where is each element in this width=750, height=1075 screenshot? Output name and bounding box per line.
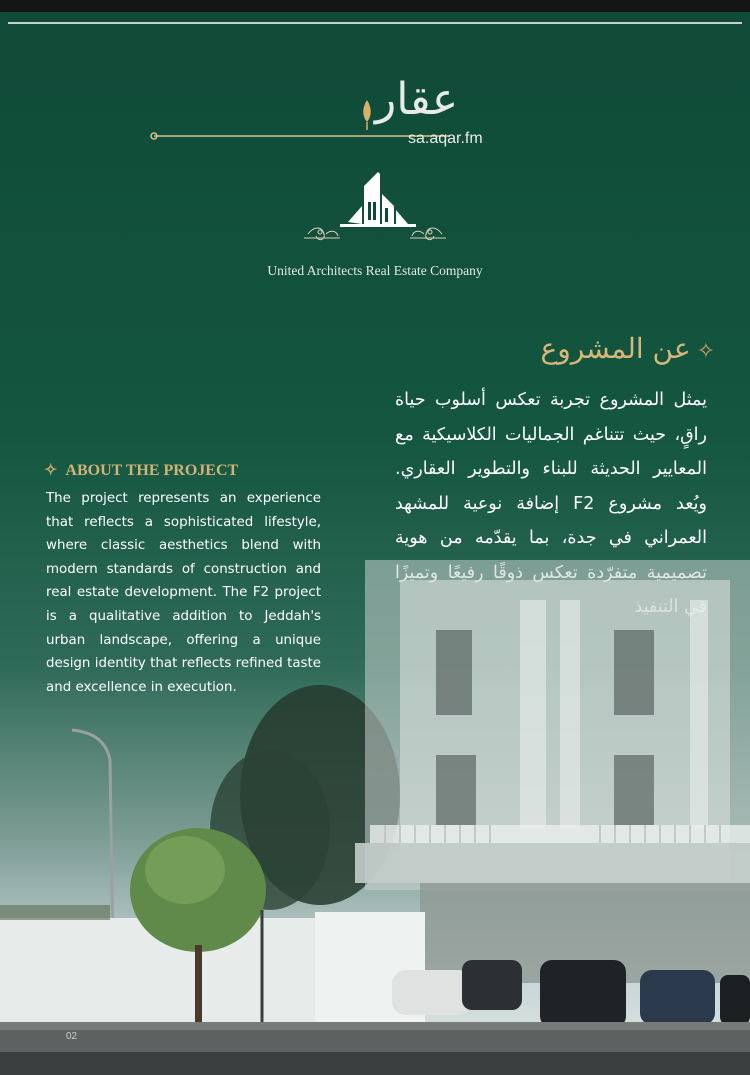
top-bar — [0, 0, 750, 12]
logo-arabic-text: عقار — [375, 74, 459, 125]
arabic-heading — [480, 332, 715, 365]
sparkle-icon: ✧ — [44, 462, 58, 479]
company-building-logo-icon — [300, 172, 450, 252]
logo-url: sa.aqar.fm — [408, 130, 483, 147]
company-name: United Architects Real Estate Company — [267, 263, 483, 278]
page-number: 02 — [66, 1031, 78, 1042]
aqar-logo — [150, 74, 510, 150]
leaf-icon — [360, 100, 374, 130]
english-heading — [44, 460, 334, 480]
building-scene-image — [0, 560, 750, 1075]
english-body: The project represents an experience that reflects a sophisticated lifestyle, where classic aesthetics blend with modern standards of construction and real estate development. The F2 project is a qualitative addition to Jeddah's urban landscape, offering a unique design identity that reflects refined taste and excellence in execution. — [46, 491, 321, 695]
arabic-body: يمثل المشروع تجربة تعكس أسلوب حياة راقٍ، حيث تتناغم الجماليات الكلاسيكية مع المعايير الحديثة للبناء والتطوير العقاري. ويُعد مشروع F2 إضافة نوعية للمشهد العمراني في جدة، بما يقدّمه من هوية — [395, 390, 707, 548]
arabic-heading-text: عن المشروع — [540, 332, 691, 365]
ornament-line-icon — [150, 130, 450, 140]
sparkle-icon: ✧ — [696, 339, 715, 364]
english-heading-text: ABOUT THE PROJECT — [65, 462, 239, 479]
